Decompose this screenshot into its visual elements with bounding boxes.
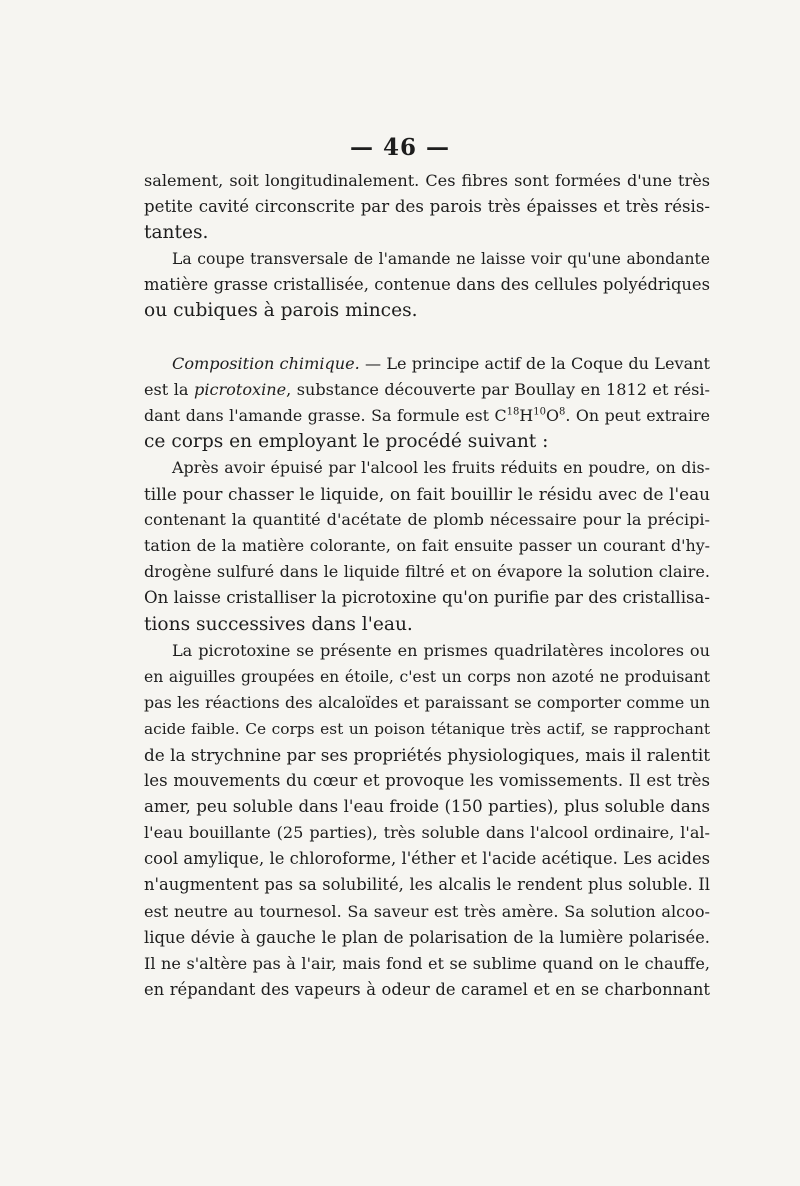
paragraph-2 xyxy=(144,246,710,324)
text-run: — Le principe actif de la Coque du Levant xyxy=(359,353,711,373)
text-line: les mouvements du cœur et provoque les vomissements. Il est très xyxy=(144,771,710,791)
text-line: acide faible. Ce corps est un poison tétanique très actif, se rapprochant xyxy=(144,719,710,738)
text-line: amer, peu soluble dans l'eau froide (150 parties), plus soluble dans xyxy=(144,797,710,817)
text-line: La coupe transversale de l'amande ne laisse voir qu'une abondante xyxy=(172,250,710,269)
text-line xyxy=(144,377,710,403)
text-run: est la xyxy=(144,379,195,399)
text-line xyxy=(144,403,710,429)
section-heading: Composition chimique. xyxy=(172,353,360,373)
text-line: petite cavité circonscrite par des parois très épaisses et très résis- xyxy=(144,197,710,217)
text-line: pas les réactions des alcaloïdes et paraissant se comporter comme un xyxy=(144,692,710,712)
text-line: de la strychnine par ses propriétés physiologiques, mais il ralentit xyxy=(144,744,711,765)
text-line: lique dévie à gauche le plan de polarisation de la lumière polarisée. xyxy=(144,927,710,947)
paragraph-5 xyxy=(144,638,710,1003)
text-line: tation de la matière colorante, on fait ensuite passer un courant d'hy- xyxy=(144,536,710,556)
text-line: salement, soit longitudinalement. Ces fibres sont formées d'une très xyxy=(144,171,710,190)
text-line: en aiguilles groupées en étoile, c'est un corps non azoté ne produisant xyxy=(144,667,710,686)
text-line xyxy=(144,351,710,377)
text-line: Après avoir épuisé par l'alcool les fruits réduits en poudre, on dis- xyxy=(172,457,710,477)
formula-subscript: 10 xyxy=(533,406,546,418)
text-line: ce corps en employant le procédé suivant : xyxy=(144,430,549,452)
text-line: drogène sulfuré dans le liquide filtré et on évapore la solution claire. xyxy=(144,562,710,582)
page-number: — 46 — xyxy=(349,134,451,161)
text-line: tille pour chasser le liquide, on fait bouillir le résidu avec de l'eau xyxy=(144,484,710,505)
text-line: cool amylique, le chloroforme, l'éther et l'acide acétique. Les acides xyxy=(144,849,710,869)
text-run: , substance découverte par Boullay en 1812 et rési- xyxy=(286,379,710,399)
text-line: La picrotoxine se présente en prismes quadrilatères incolores ou xyxy=(172,640,710,660)
formula-subscript: 18 xyxy=(506,406,520,418)
text-line: l'eau bouillante (25 parties), très soluble dans l'alcool ordinaire, l'al- xyxy=(144,823,710,843)
text-line: ou cubiques à parois minces. xyxy=(144,300,418,322)
formula-subscript: 8 xyxy=(558,406,566,418)
text-line: tantes. xyxy=(144,222,209,244)
italic-term: picrotoxine xyxy=(194,379,287,399)
paragraph-gap xyxy=(144,325,710,351)
formula-element: H xyxy=(519,405,534,425)
body-text xyxy=(144,168,710,1003)
text-line: est neutre au tournesol. Sa saveur est très amère. Sa solution alcoo- xyxy=(144,901,710,921)
formula-element: O xyxy=(545,405,559,425)
text-run: . On peut extraire xyxy=(565,405,710,425)
text-line: On laisse cristalliser la picrotoxine qu'on purifie par des cristallisa- xyxy=(144,588,711,608)
text-line: Il ne s'altère pas à l'air, mais fond et se sublime quand on le chauffe, xyxy=(144,953,710,973)
text-line: matière grasse cristallisée, contenue dans des cellules polyédriques xyxy=(144,275,710,295)
text-run: dant dans l'amande grasse. Sa formule est C xyxy=(144,405,507,425)
text-line: n'augmentent pas sa solubilité, les alcalis le rendent plus soluble. Il xyxy=(144,875,710,895)
text-line: tions successives dans l'eau. xyxy=(144,613,413,635)
paragraph-4 xyxy=(144,455,710,638)
paragraph-1 xyxy=(144,168,710,246)
text-line: en répandant des vapeurs à odeur de caramel et en se charbonnant xyxy=(144,979,710,999)
text-line: contenant la quantité d'acétate de plomb nécessaire pour la précipi- xyxy=(144,510,710,530)
paragraph-3 xyxy=(144,351,710,455)
